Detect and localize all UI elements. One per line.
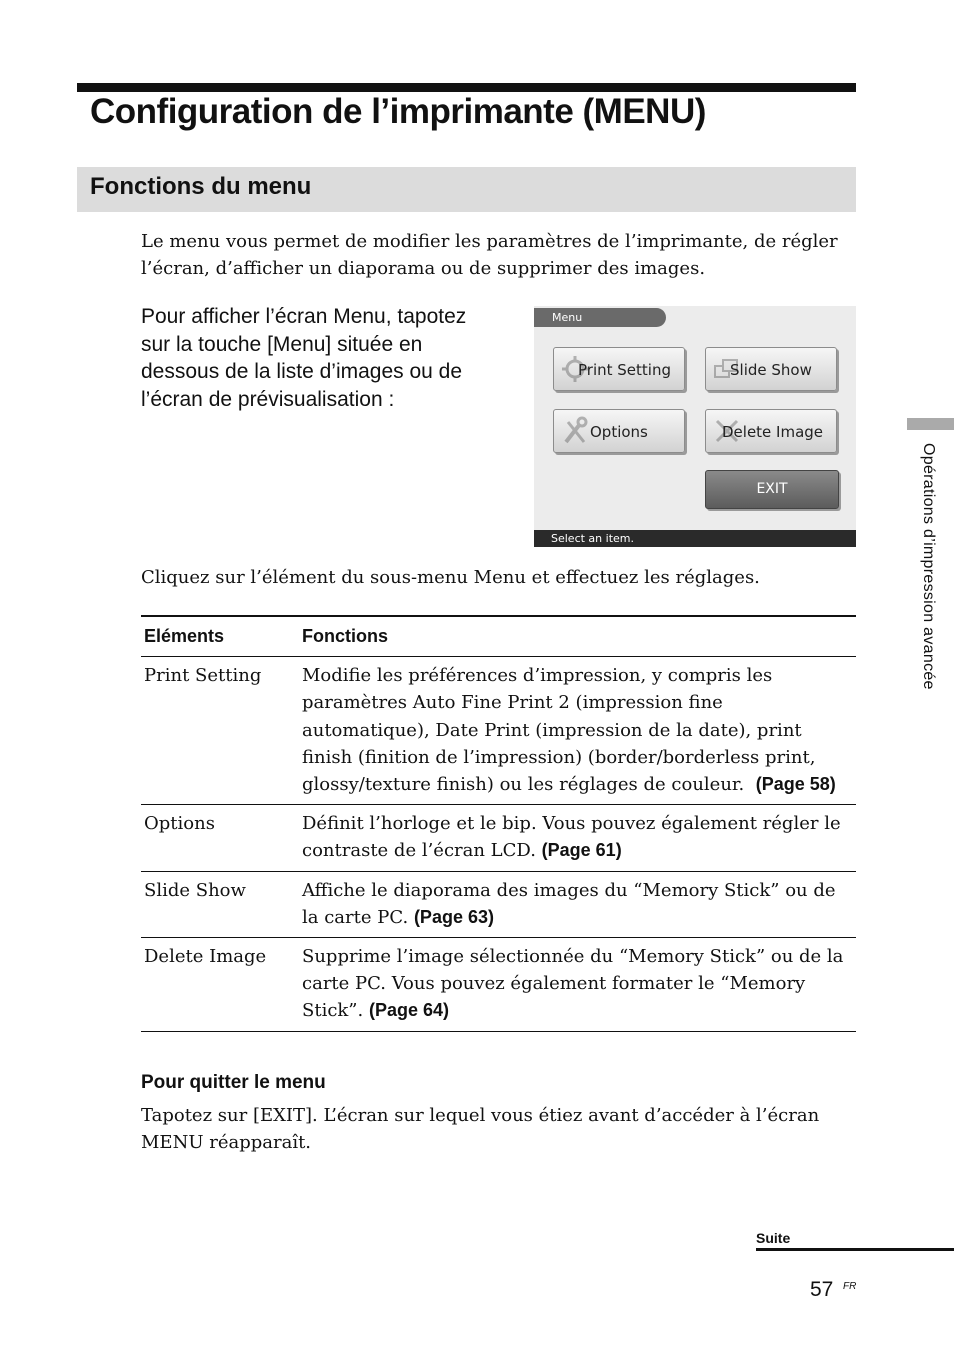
row-element: Print Setting xyxy=(141,657,299,805)
row-text: Modifie les préférences d’impression, y compris les paramètres Auto Fine Print 2 (impression fine automatique), Date Print (impression de la date), print finish (finition de l’impression) (border/borderless print, glossy/texture finish) ou les réglages de couleur. xyxy=(302,665,816,796)
side-tab-marker xyxy=(907,418,954,430)
table-row xyxy=(141,938,856,1032)
row-element: Delete Image xyxy=(141,938,299,1032)
page-title: Configuration de l’imprimante (MENU) xyxy=(90,92,706,131)
quit-paragraph: Tapotez sur [EXIT]. L’écran sur lequel vous étiez avant d’accéder à l’écran MENU réapparaît. xyxy=(141,1105,820,1153)
row-function xyxy=(299,805,856,871)
status-bar: Select an item. xyxy=(534,530,856,547)
instruction-paragraph: Pour afficher l’écran Menu, tapotez sur la touche [Menu] située en dessous de la liste d’images ou de l’écran de prévisualisation : xyxy=(141,305,467,411)
functions-table xyxy=(141,615,856,1032)
menu-tab-label: Menu xyxy=(534,308,666,327)
exit-button: EXIT xyxy=(705,470,839,509)
section-title: Fonctions du menu xyxy=(90,173,312,200)
tools-icon xyxy=(560,416,590,446)
side-section-label: Opérations d’impression avancée xyxy=(920,443,937,690)
page-reference: (Page 63) xyxy=(413,906,494,927)
page-reference: (Page 61) xyxy=(541,840,622,861)
options-button xyxy=(553,409,685,453)
print-setting-button xyxy=(553,347,685,391)
table-row xyxy=(141,871,856,937)
table-row xyxy=(141,805,856,871)
language-code: FR xyxy=(843,1281,857,1292)
continued-rule xyxy=(756,1248,954,1251)
header-elements: Eléments xyxy=(141,616,299,657)
options-label: Options xyxy=(590,423,648,441)
table-row xyxy=(141,657,856,805)
row-function xyxy=(299,871,856,937)
row-text: Définit l’horloge et le bip. Vous pouvez également régler le contraste de l’écran LCD. xyxy=(302,813,841,862)
row-text: Supprime l’image sélectionnée du “Memory Stick” ou de la carte PC. Vous pouvez également formater le “Memory Stick”. xyxy=(302,946,844,1022)
intro-paragraph: Le menu vous permet de modifier les paramètres de l’imprimante, de régler l’écran, d’afficher un diaporama ou de supprimer des images. xyxy=(141,231,838,279)
row-element: Slide Show xyxy=(141,871,299,937)
table-header-row xyxy=(141,616,856,657)
after-screen-paragraph: Cliquez sur l’élément du sous-menu Menu et effectuez les réglages. xyxy=(141,567,760,588)
page-number: 57 xyxy=(810,1278,834,1301)
print-setting-label: Print Setting xyxy=(578,361,671,379)
quit-heading: Pour quitter le menu xyxy=(141,1072,326,1093)
slide-show-label: Slide Show xyxy=(730,361,812,379)
delete-image-button xyxy=(705,409,837,453)
continued-label: Suite xyxy=(756,1230,791,1246)
row-element: Options xyxy=(141,805,299,871)
row-function xyxy=(299,938,856,1032)
slide-show-button xyxy=(705,347,837,391)
header-functions: Fonctions xyxy=(299,616,856,657)
row-text: Affiche le diaporama des images du “Memory Stick” ou de la carte PC. xyxy=(302,879,836,928)
delete-image-label: Delete Image xyxy=(722,423,824,441)
page-reference: (Page 58) xyxy=(755,774,836,795)
menu-screen-illustration xyxy=(534,306,856,547)
section-header xyxy=(77,167,856,212)
title-rule xyxy=(77,83,856,92)
row-function xyxy=(299,657,856,805)
page-reference: (Page 64) xyxy=(368,1000,450,1021)
